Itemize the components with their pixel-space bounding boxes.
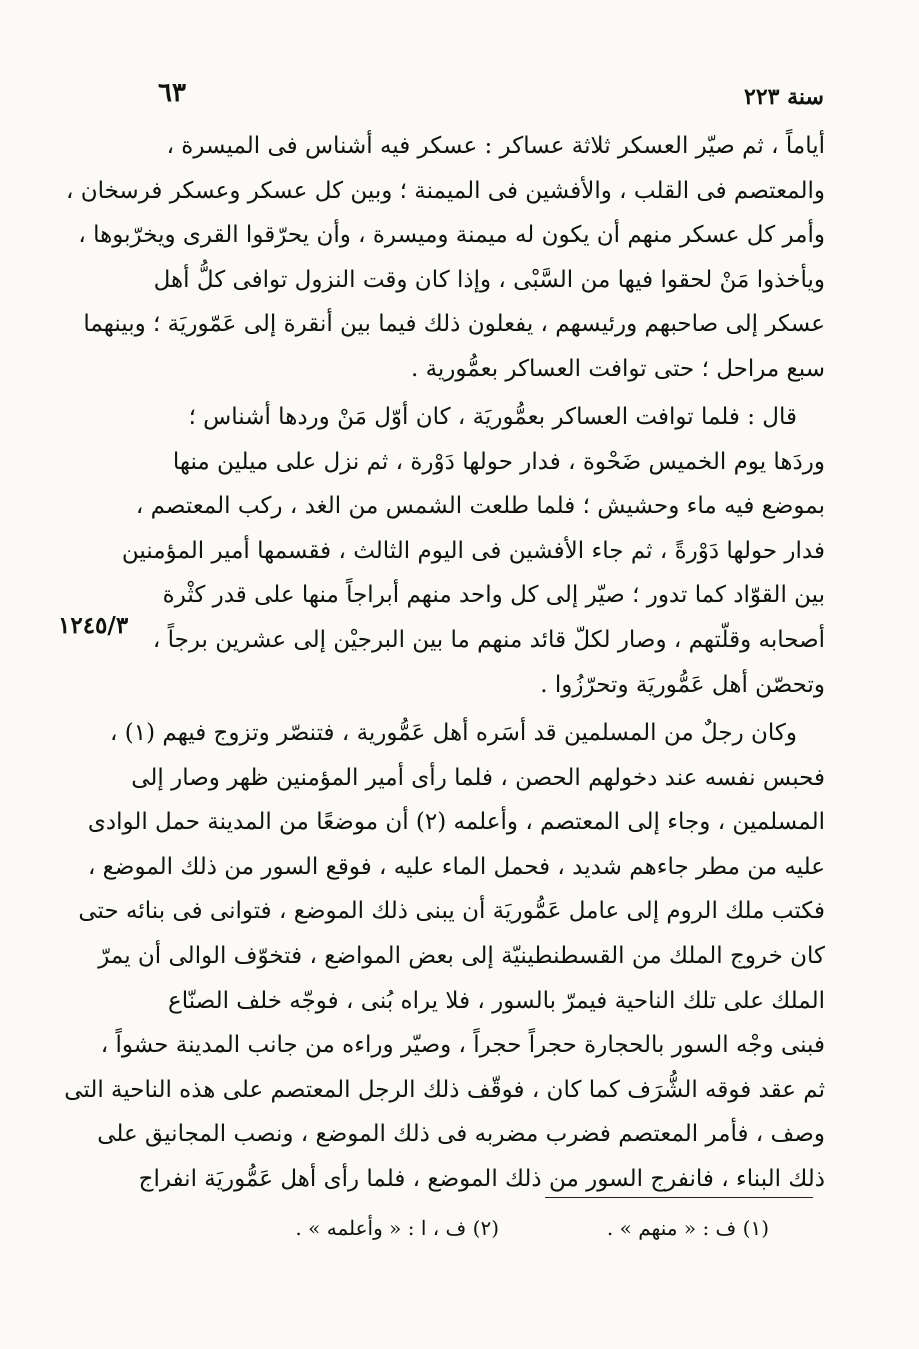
footnote-divider — [545, 1197, 813, 1198]
text-line: فكتب ملك الروم إلى عامل عَمُّوريَة أن يبنى ذلك الموضع ، فتوانى فى بنائه حتى — [78, 898, 825, 925]
text-line: وردَها يوم الخميس ضَحْوة ، فدار حولها دَوْرة ، ثم نزل على ميلين منها — [172, 448, 825, 475]
text-line: وكان رجلٌ من المسلمين قد أسَره أهل عَمُّورية ، فتنصّر وتزوج فيهم (١) ، — [110, 720, 797, 746]
text-line: فحبس نفسه عند دخولهم الحصن ، فلما رأى أمير المؤمنين ظهر وصار إلى — [131, 764, 825, 791]
text-line: أصحابه وقلّتهم ، وصار لكلّ قائد منهم ما بين البرجيْن إلى عشرين برجاً ، — [152, 626, 825, 653]
text-line: عليه من مطر جاءهم شديد ، فحمل الماء عليه ، فوقع السور من ذلك الموضع ، — [87, 853, 825, 880]
text-line: عسكر إلى صاحبهم ورئيسهم ، يفعلون ذلك فيما بين أنقرة إلى عَمّوريَة ؛ وبينهما — [83, 311, 825, 338]
footnote-2: (٢) ف ، ا : « وأعلمه » . — [295, 1216, 499, 1240]
text-line: سبع مراحل ؛ حتى توافت العساكر بعمُّورية . — [410, 355, 825, 382]
text-line: بموضع فيه ماء وحشيش ؛ فلما طلعت الشمس من الغد ، ركب المعتصم ، — [135, 493, 825, 520]
text-line: فبنى وجْه السور بالحجارة حجراً حجراً ، وصيّر وراءه من جانب المدينة حشواً ، — [100, 1032, 825, 1059]
text-line: فدار حولها دَوْرةً ، ثم جاء الأفشين فى اليوم الثالث ، فقسمها أمير المؤمنين — [121, 537, 825, 564]
text-line: قال : فلما توافت العساكر بعمُّوريَة ، كان أوّل مَنْ وردها أشناس ؛ — [188, 404, 797, 430]
text-line: أياماً ، ثم صيّر العسكر ثلاثة عساكر : عسكر فيه أشناس فى الميسرة ، — [166, 133, 825, 159]
text-line: ثم عقد فوقه الشُّرَف كما كان ، فوقّف ذلك الرجل المعتصم على هذه الناحية التى — [64, 1076, 825, 1103]
text-line: كان خروج الملك من القسطنطينيّة إلى بعض المواضع ، فتخوّف الوالى أن يمرّ — [98, 942, 825, 969]
text-line: بين القوّاد كما تدور ؛ صيّر إلى كل واحد منهم أبراجاً منها على قدر كثْرة — [162, 582, 825, 609]
text-line: المسلمين ، وجاء إلى المعتصم ، وأعلمه (٢) أن موضعًا من المدينة حمل الوادى — [87, 809, 825, 836]
text-line: والمعتصم فى القلب ، والأفشين فى الميمنة ؛ وبين كل عسكر وعسكر فرسخان ، — [65, 177, 825, 204]
text-line: وتحصّن أهل عَمُّوريَة وتحرّزُوا . — [540, 671, 825, 698]
text-line: وأمر كل عسكر منهم أن يكون له ميمنة وميسرة ، وأن يحرّقوا القرى ويخرّبوها ، — [78, 222, 825, 249]
paragraph-2 — [121, 395, 825, 707]
year-label: سنة ٢٢٣ — [744, 84, 824, 110]
page-header — [150, 78, 824, 118]
text-line: ويأخذوا مَنْ لحقوا فيها من السَّبْى ، وإذا كان وقت النزول توافى كلُّ أهل — [153, 266, 825, 293]
margin-reference: ١٢٤٥/٣ — [58, 612, 129, 639]
page-number: ٦٣ — [158, 78, 186, 108]
text-line: ذلك البناء ، فانفرج السور من ذلك الموضع ، فلما رأى أهل عَمُّوريَة انفراج — [138, 1165, 825, 1192]
text-line: وصف ، فأمر المعتصم فضرب مضربه فى ذلك الموضع ، ونصب المجانيق على — [97, 1121, 825, 1148]
paragraph-1 — [65, 124, 825, 392]
paragraph-3 — [64, 711, 825, 1202]
text-line: الملك على تلك الناحية فيمرّ بالسور ، فلا يراه بُنى ، فوجّه خلف الصنّاع — [167, 987, 825, 1014]
footnote-1: (١) ف : « منهم » . — [606, 1216, 769, 1240]
